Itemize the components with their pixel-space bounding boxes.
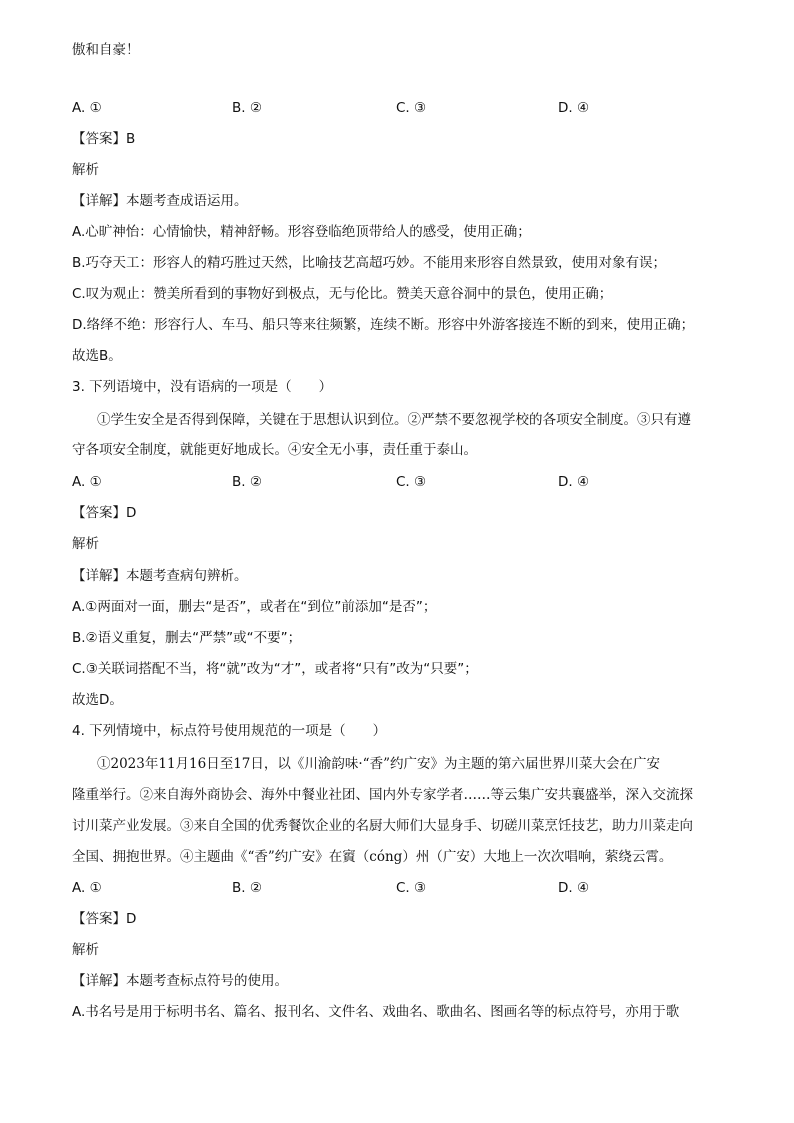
option-c: C. ③	[396, 880, 427, 896]
option-a: A. ①	[72, 474, 102, 490]
text-line: 傲和自豪！	[72, 42, 140, 58]
detail-explanation: 【详解】本题考查病句辨析。	[72, 568, 248, 584]
explanation-line: A.书名号是用于标明书名、篇名、报刊名、文件名、戏曲名、歌曲名、图画名等的标点符号，亦用于歌	[72, 1004, 680, 1020]
analysis-heading: 解析	[72, 942, 99, 958]
explanation-line: B.巧夺天工：形容人的精巧胜过天然，比喻技艺高超巧妙。不能用来形容自然景致，使用对象有误；	[72, 255, 667, 271]
option-b: B. ②	[232, 880, 262, 896]
question-3-passage: 守各项安全制度，就能更好地成长。④安全无小事，责任重于泰山。	[72, 442, 477, 458]
conclusion-line: 故选D。	[72, 692, 123, 708]
explanation-line: D.络绎不绝：形容行人、车马、船只等来往频繁，连续不断。形容中外游客接连不断的到来，使用正确；	[72, 317, 695, 333]
explanation-line: C.叹为观止：赞美所看到的事物好到极点，无与伦比。赞美天意谷洞中的景色，使用正确；	[72, 286, 613, 302]
options-row-q4	[72, 878, 732, 898]
question-3-passage: ①学生安全是否得到保障，关键在于思想认识到位。②严禁不要忽视学校的各项安全制度。③只有遵	[97, 412, 691, 428]
analysis-heading: 解析	[72, 162, 99, 178]
option-d: D. ④	[558, 880, 590, 896]
explanation-line: C.③关联词搭配不当，将“就”改为“才”，或者将“只有”改为“只要”；	[72, 661, 478, 677]
option-b: B. ②	[232, 100, 262, 116]
explanation-line: B.②语义重复，删去“严禁”或“不要”；	[72, 630, 302, 646]
answer-label: 【答案】B	[72, 131, 136, 147]
detail-explanation: 【详解】本题考查成语运用。	[72, 193, 248, 209]
detail-explanation: 【详解】本题考查标点符号的使用。	[72, 973, 288, 989]
option-c: C. ③	[396, 474, 427, 490]
option-d: D. ④	[558, 474, 590, 490]
options-row-q2	[72, 98, 732, 118]
explanation-line: A.①两面对一面，删去“是否”，或者在“到位”前添加“是否”；	[72, 599, 437, 615]
analysis-heading: 解析	[72, 536, 99, 552]
option-b: B. ②	[232, 474, 262, 490]
answer-label: 【答案】D	[72, 505, 137, 521]
question-4-passage: 隆重举行。②来自海外商协会、海外中餐业社团、国内外专家学者……等云集广安共襄盛举，深入交流探	[72, 787, 693, 803]
question-4-passage: 全国、拥抱世界。④主题曲《“香”约广安》在賨（cóng）州（广安）大地上一次次唱响，萦绕云霄。	[72, 849, 673, 865]
answer-label: 【答案】D	[72, 911, 137, 927]
question-4-passage: ①2023年11月16日至17日，以《川渝韵味·“香”约广安》为主题的第六届世界川菜大会在广安	[97, 756, 660, 772]
conclusion-line: 故选B。	[72, 348, 122, 364]
question-3: 3. 下列语境中，没有语病的一项是（ ）	[72, 379, 333, 395]
explanation-line: A.心旷神怡：心情愉快，精神舒畅。形容登临绝顶带给人的感受，使用正确；	[72, 224, 531, 240]
question-4-passage: 讨川菜产业发展。③来自全国的优秀餐饮企业的名厨大师们大显身手、切磋川菜烹饪技艺，助力川菜走向	[72, 818, 693, 834]
question-4: 4. 下列情境中，标点符号使用规范的一项是（ ）	[72, 723, 387, 739]
option-d: D. ④	[558, 100, 590, 116]
option-c: C. ③	[396, 100, 427, 116]
option-a: A. ①	[72, 100, 102, 116]
options-row-q3	[72, 472, 732, 492]
option-a: A. ①	[72, 880, 102, 896]
